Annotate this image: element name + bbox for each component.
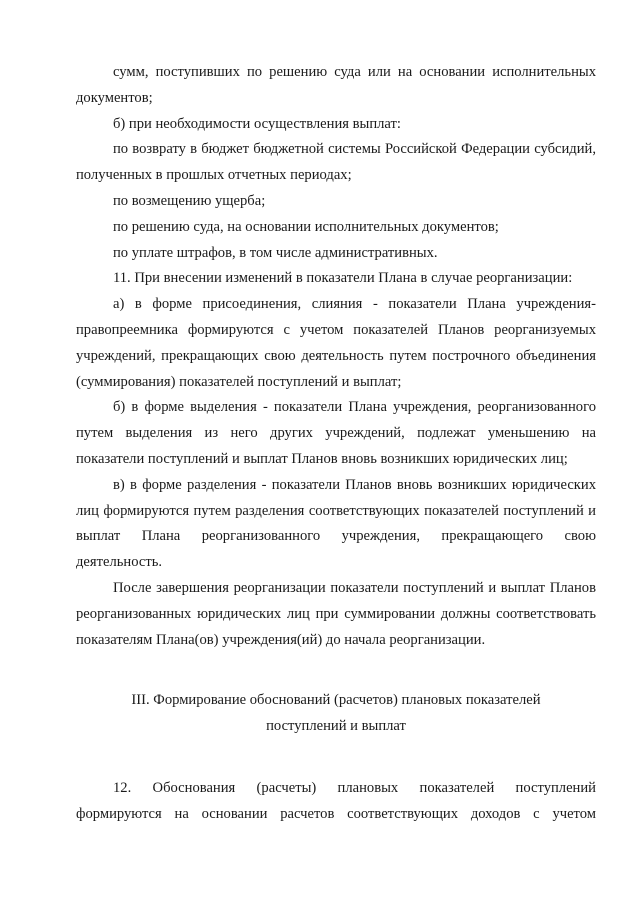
section-heading-line2: поступлений и выплат (266, 718, 406, 735)
paragraph-court-decision: по решению суда, на основании исполнительных документов; (113, 218, 499, 235)
paragraph-fines: по уплате штрафов, в том числе административных. (113, 244, 438, 261)
paragraph-11: 11. При внесении изменений в показатели Плана в случае реорганизации: (113, 270, 573, 287)
paragraph-11-v: в) в форме разделения - показатели Планов вновь возникших юридических лиц формируются путем разделения соответствующих показателей поступлений и выплат Плана реорганизованного учреждения, прекращающего свою деятельность. (76, 476, 596, 571)
paragraph-11-b: б) в форме выделения - показатели Плана учреждения, реорганизованного путем выделения из него других учреждений, подлежат уменьшению на показатели поступлений и выплат Планов вновь возникших юридических лиц; (76, 399, 596, 467)
paragraph-item-b: б) при необходимости осуществления выплат: (113, 115, 401, 132)
paragraph-12: 12. Обоснования (расчеты) плановых показателей поступлений формируются на основании расчетов соответствующих доходов с учетом (76, 780, 596, 823)
paragraph-budget-return: по возврату в бюджет бюджетной системы Российской Федерации субсидий, полученных в прошлых отчетных периодах; (76, 141, 596, 184)
paragraph-damage: по возмещению ущерба; (113, 192, 266, 209)
section-heading (76, 687, 596, 739)
section-heading-line1: III. Формирование обоснований (расчетов) плановых показателей (131, 692, 541, 709)
document-page (76, 60, 596, 828)
paragraph-after-reorganization: После завершения реорганизации показатели поступлений и выплат Планов реорганизованных юридических лиц при суммировании должны соответствовать показателям Плана(ов) учреждения(ий) до начала реорганизации. (76, 579, 596, 648)
paragraph-continuation: сумм, поступивших по решению суда или на основании исполнительных документов; (76, 64, 596, 106)
paragraph-11-a: а) в форме присоединения, слияния - показатели Плана учреждения-правопреемника формируются с учетом показателей Планов реорганизуемых учреждений, прекращающих свою деятельность путем построчного объединения (суммирования) показателей поступлений и выплат; (76, 296, 596, 390)
